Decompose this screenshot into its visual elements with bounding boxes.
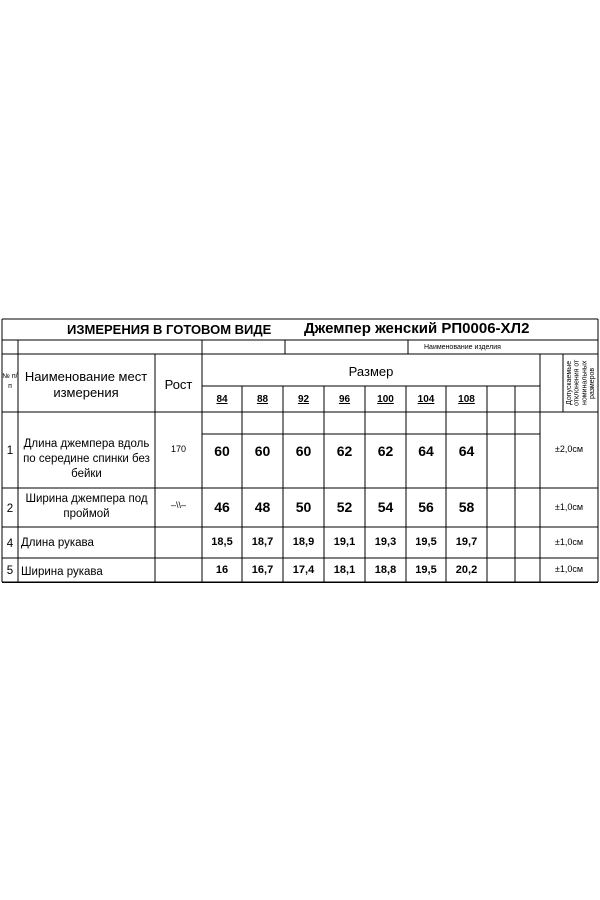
product-name: Джемпер женский РП0006-ХЛ2 [304,320,530,337]
row-value-size-92: 50 [295,499,312,515]
row-measurement-name: Длина рукава [21,537,94,549]
col-header-name: Наименование мест измерения [24,369,148,401]
row-value-size-96: 19,1 [333,536,356,548]
row-measurement-name: Ширина рукава [21,566,103,578]
row-height: –\\– [170,500,186,510]
row-tolerance: ±1,0см [554,502,584,512]
row-value-size-88: 18,7 [251,536,274,548]
row-value-size-108: 58 [458,499,475,515]
row-value-size-92: 17,4 [292,564,315,576]
row-value-size-100: 62 [377,443,394,459]
size-header-96: 96 [338,394,351,405]
size-header-104: 104 [417,394,435,405]
col-header-size: Размер [348,364,394,379]
row-value-size-108: 19,7 [455,536,478,548]
row-value-size-104: 19,5 [415,536,437,548]
row-value-size-108: 20,2 [455,564,478,576]
sheet-title: ИЗМЕРЕНИЯ В ГОТОВОМ ВИДЕ [67,322,272,337]
row-value-size-96: 18,1 [333,564,356,576]
row-value-size-84: 60 [214,443,230,459]
row-value-size-84: 46 [214,499,230,515]
row-number: 4 [6,538,14,550]
col-header-num: № п/п [2,373,18,390]
row-number: 5 [6,565,14,577]
row-value-size-104: 56 [418,499,434,515]
row-height: 170 [170,444,187,454]
size-header-108: 108 [458,394,475,405]
row-value-size-88: 60 [254,443,271,459]
product-caption: Наименование изделия [424,344,501,351]
row-number: 1 [6,445,14,457]
row-value-size-104: 19,5 [415,564,437,576]
row-value-size-84: 16 [215,564,229,576]
size-header-88: 88 [256,394,269,405]
row-value-size-104: 64 [418,443,434,459]
row-value-size-92: 60 [295,443,312,459]
row-value-size-100: 54 [377,499,394,515]
row-value-size-92: 18,9 [292,536,315,548]
row-value-size-100: 18,8 [374,564,397,576]
row-value-size-96: 62 [336,443,353,459]
col-header-height: Рост [164,377,193,392]
row-value-size-100: 19,3 [374,536,397,548]
row-value-size-96: 52 [336,499,353,515]
row-tolerance: ±1,0см [554,564,584,574]
row-number: 2 [6,503,14,515]
size-header-100: 100 [377,394,394,405]
col-header-tolerance: Допускаемые отклонения от номинальных размеров [566,359,597,407]
row-tolerance: ±1,0см [554,537,584,547]
row-value-size-88: 48 [254,499,271,515]
size-header-84: 84 [216,394,228,405]
row-tolerance: ±2,0см [554,444,584,454]
row-value-size-84: 18,5 [211,536,233,548]
row-value-size-88: 16,7 [251,564,274,576]
row-measurement-name: Длина джемпера вдоль по середине спинки без бейки [23,438,150,480]
row-measurement-name: Ширина джемпера под проймой [25,493,148,520]
size-header-92: 92 [297,394,310,405]
row-value-size-108: 64 [458,443,475,459]
